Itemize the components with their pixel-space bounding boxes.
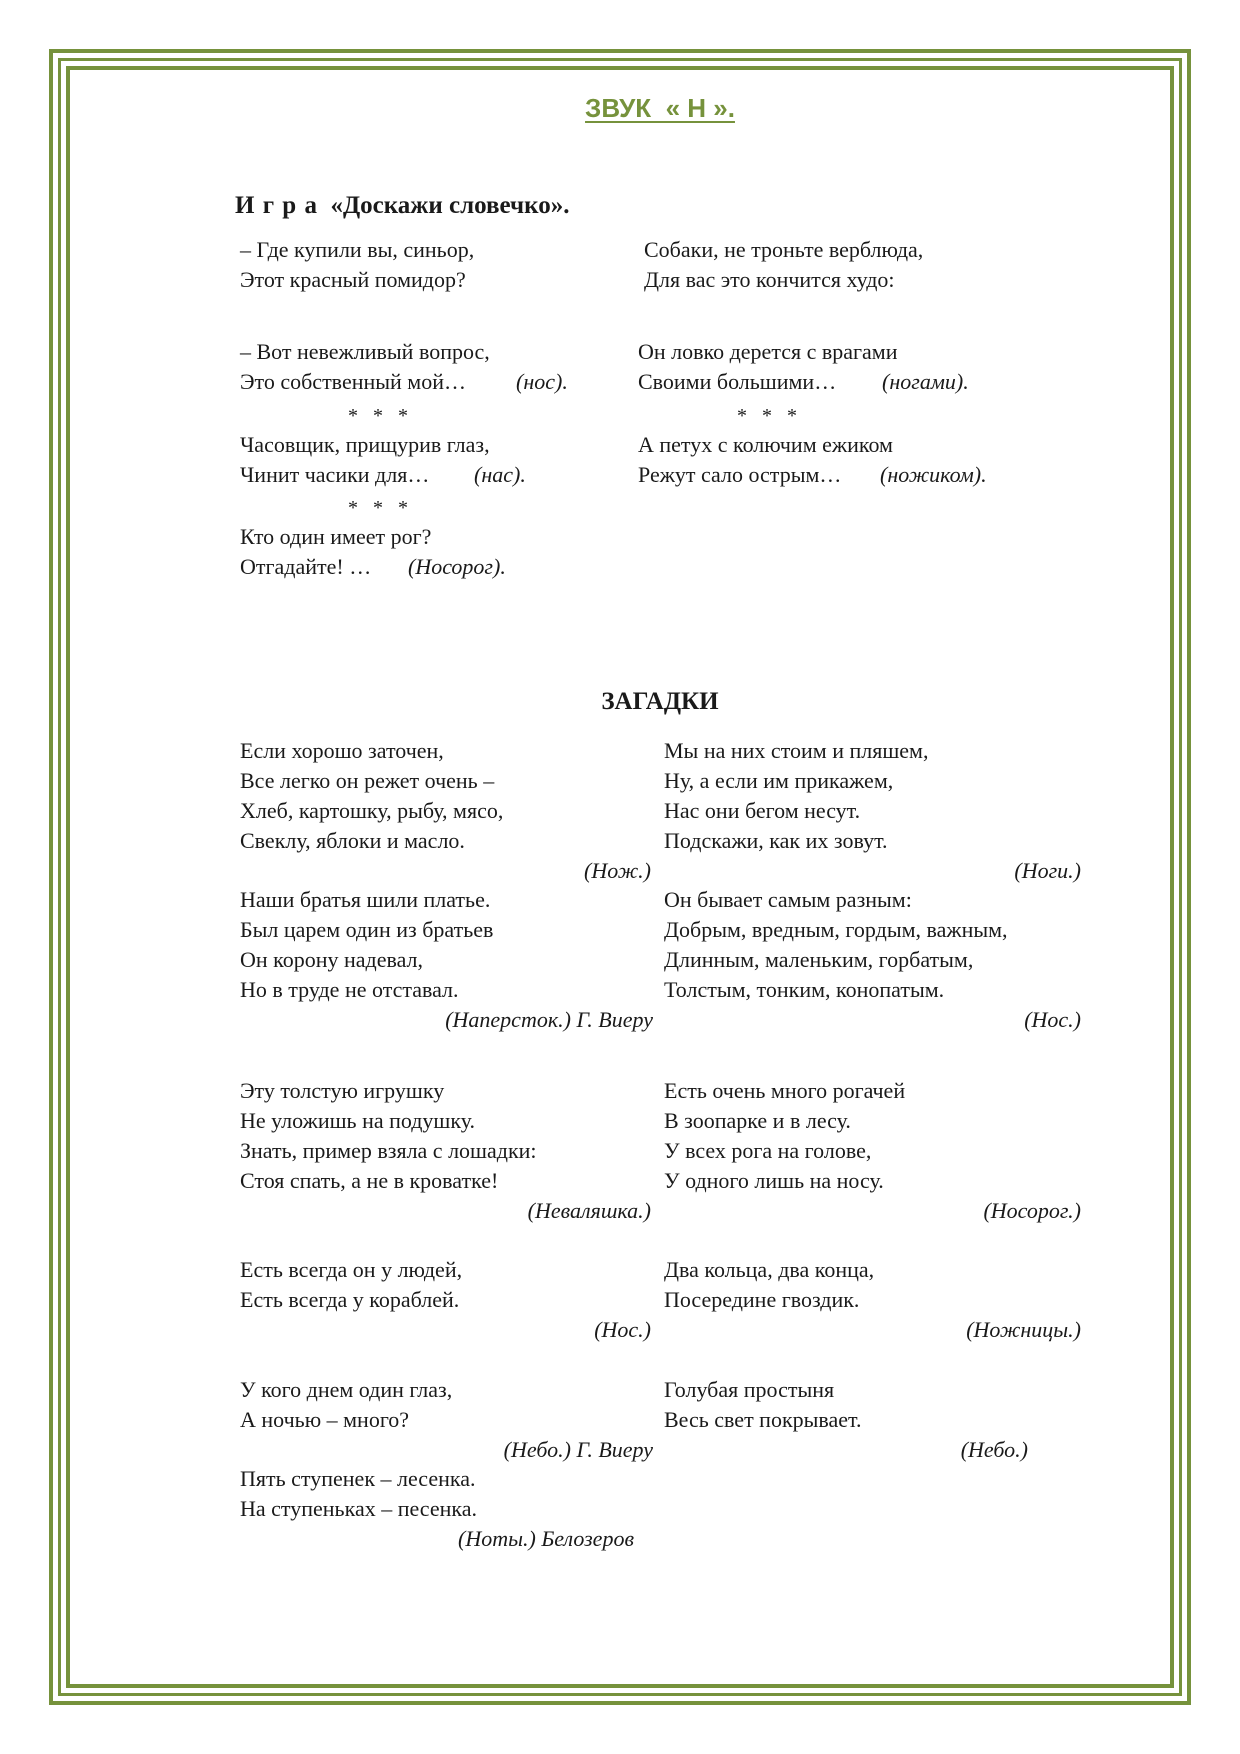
riddle-left-4-line1: Есть всегда он у людей, [240, 1257, 463, 1282]
riddle-left-5-answer: (Небо.) Г. Виеру [503, 1437, 653, 1462]
riddle-left-3-line4: Стоя спать, а не в кроватке! [240, 1168, 499, 1193]
game-heading-prefix: И г р а [235, 192, 318, 219]
riddle-right-3-line1: Есть очень много рогачей [664, 1078, 906, 1103]
game-left-2-line2: Это собственный мой… [240, 369, 467, 394]
riddle-right-2-line3: Длинным, маленьким, горбатым, [664, 947, 974, 972]
riddle-left-2-line1: Наши братья шили платье. [240, 887, 491, 912]
riddle-right-1-answer: (Ноги.) [1014, 858, 1081, 883]
riddle-right-5-answer: (Небо.) [960, 1437, 1028, 1462]
game-left-1-line2: Этот красный помидор? [240, 267, 466, 292]
riddle-left-1-line1: Если хорошо заточен, [240, 738, 444, 763]
riddle-left-2-answer: (Наперсток.) Г. Виеру [445, 1007, 653, 1032]
riddle-right-3-line3: У всех рога на голове, [664, 1138, 872, 1163]
game-left-3-line2: Чинит часики для… [240, 462, 430, 487]
riddle-left-1-answer: (Нож.) [584, 858, 651, 883]
page-title: ЗВУК « Н ». [585, 93, 735, 123]
game-right-1-line1: Собаки, не троньте верблюда, [644, 237, 924, 262]
riddle-right-1-line1: Мы на них стоим и пляшем, [664, 738, 929, 763]
riddle-left-2-line3: Он корону надевал, [240, 947, 424, 972]
riddle-left-1-line4: Свеклу, яблоки и масло. [240, 828, 465, 853]
riddle-left-2-line2: Был царем один из братьев [240, 917, 494, 942]
riddle-left-3-line2: Не уложишь на подушку. [240, 1108, 476, 1133]
riddle-left-4-line2: Есть всегда у кораблей. [240, 1287, 460, 1312]
riddle-right-3-answer: (Носорог.) [983, 1198, 1081, 1223]
riddle-left-6-answer: (Ноты.) Белозеров [458, 1526, 634, 1551]
riddle-right-3-line2: В зоопарке и в лесу. [664, 1108, 851, 1133]
game-right-2-line2: Своими большими… [638, 369, 837, 394]
riddle-right-1-line3: Нас они бегом несут. [664, 798, 861, 823]
game-right-3-line1: А петух с колючим ежиком [638, 432, 893, 457]
separator: * * * [348, 405, 408, 427]
riddle-right-2-line1: Он бывает самым разным: [664, 887, 912, 912]
riddle-right-4-line2: Посередине гвоздик. [664, 1287, 860, 1312]
separator: * * * [348, 497, 408, 519]
game-heading [235, 192, 569, 220]
riddle-left-3-line3: Знать, пример взяла с лошадки: [240, 1138, 537, 1163]
riddle-left-5-line2: А ночью – много? [240, 1407, 410, 1432]
riddle-right-4-line1: Два кольца, два конца, [664, 1257, 875, 1282]
riddle-right-1-line4: Подскажи, как их зовут. [664, 828, 888, 853]
game-right-3-answer: (ножиком). [880, 462, 987, 487]
game-left-4-line2: Отгадайте! … [240, 554, 372, 579]
riddle-left-3-answer: (Неваляшка.) [527, 1198, 651, 1223]
riddle-left-3-line1: Эту толстую игрушку [240, 1078, 445, 1103]
game-left-1-line1: – Где купили вы, синьор, [240, 237, 475, 262]
riddle-left-1-line2: Все легко он режет очень – [240, 768, 495, 793]
game-left-3-answer: (нас). [474, 462, 526, 487]
game-right-3-line2: Режут сало острым… [638, 462, 842, 487]
riddle-left-4-answer: (Нос.) [594, 1317, 651, 1342]
game-left-4-line1: Кто один имеет рог? [240, 524, 432, 549]
riddle-left-6-line1: Пять ступенек – лесенка. [240, 1466, 476, 1491]
riddle-left-2-line4: Но в труде не отставал. [240, 977, 459, 1002]
riddles-heading: ЗАГАДКИ [601, 688, 719, 715]
game-right-2-line1: Он ловко дерется с врагами [638, 339, 898, 364]
riddle-right-1-line2: Ну, а если им прикажем, [664, 768, 894, 793]
riddle-right-2-line4: Толстым, тонким, конопатым. [664, 977, 945, 1002]
riddle-left-5-line1: У кого днем один глаз, [240, 1377, 453, 1402]
game-left-3-line1: Часовщик, прищурив глаз, [240, 432, 490, 457]
riddle-right-5-line2: Весь свет покрывает. [664, 1407, 862, 1432]
riddle-left-6-line2: На ступеньках – песенка. [240, 1496, 477, 1521]
game-heading-name: «Доскажи словечко». [330, 192, 570, 219]
riddle-right-3-line4: У одного лишь на носу. [664, 1168, 884, 1193]
riddle-right-2-answer: (Нос.) [1024, 1007, 1081, 1032]
game-left-4-answer: (Носорог). [408, 554, 506, 579]
separator: * * * [737, 405, 797, 427]
riddle-right-4-answer: (Ножницы.) [966, 1317, 1081, 1342]
riddle-left-1-line3: Хлеб, картошку, рыбу, мясо, [240, 798, 504, 823]
riddle-right-2-line2: Добрым, вредным, гордым, важным, [664, 917, 1008, 942]
game-right-1-line2: Для вас это кончится худо: [644, 267, 895, 292]
riddle-right-5-line1: Голубая простыня [664, 1377, 835, 1402]
game-left-2-answer: (нос). [516, 369, 568, 394]
game-left-2-line1: – Вот невежливый вопрос, [240, 339, 490, 364]
game-right-2-answer: (ногами). [882, 369, 969, 394]
